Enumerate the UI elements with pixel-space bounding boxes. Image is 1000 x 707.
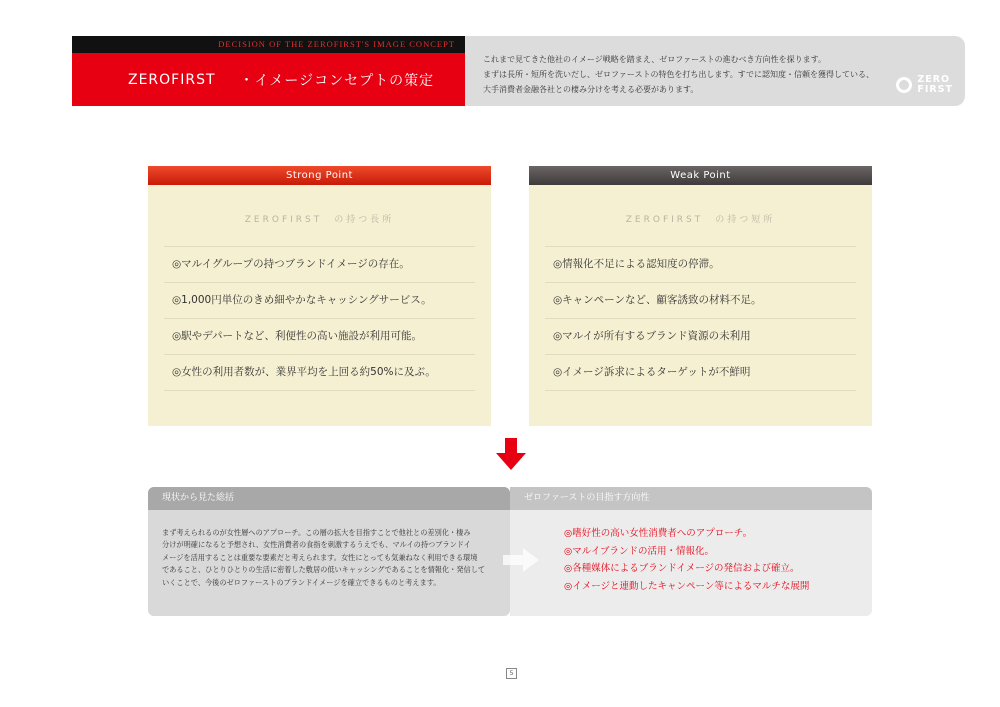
list-item: ◎1,000円単位のきめ細やかなキャッシングサービス。 bbox=[164, 283, 475, 319]
header-subtitle: DECISION OF THE ZEROFIRST'S IMAGE CONCEPT bbox=[72, 36, 465, 53]
weak-point-subtitle: ZEROFIRST の持つ短所 bbox=[625, 215, 776, 225]
header-title: ・イメージコンセプトの策定 bbox=[239, 72, 435, 89]
logo-text bbox=[917, 75, 953, 95]
header-title-block bbox=[72, 36, 465, 106]
header-title-bar bbox=[72, 53, 465, 106]
intro-line: まずは長所・短所を洗いだし、ゼロファーストの特色を打ち出します。すでに認知度・信頼を獲得している、 bbox=[483, 70, 875, 79]
direction-title: ゼロファーストの目指す方向性 bbox=[510, 487, 872, 510]
zerofirst-logo bbox=[896, 75, 953, 95]
list-item: ◎女性の利用者数が、業界平均を上回る約50%に及ぶ。 bbox=[164, 355, 475, 391]
weak-point-list bbox=[545, 246, 856, 391]
summary-line: いくことで、今後のゼロファーストのブランドイメージを確立できるものと考えます。 bbox=[162, 577, 441, 587]
list-item: ◎マルイが所有するブランド資源の未利用 bbox=[545, 319, 856, 355]
logo-ring-icon bbox=[896, 77, 912, 93]
strong-point-title: Strong Point bbox=[148, 166, 491, 185]
direction-list bbox=[564, 525, 872, 595]
list-item: ◎各種媒体によるブランドイメージの発信および確立。 bbox=[564, 563, 800, 574]
logo-line-2: FIRST bbox=[917, 84, 953, 95]
summary-box bbox=[148, 487, 510, 616]
strong-point-subtitle: ZEROFIRST の持つ長所 bbox=[244, 215, 395, 225]
intro-line: 大手消費者金融各社との棲み分けを考える必要があります。 bbox=[483, 85, 699, 94]
list-item: ◎情報化不足による認知度の停滞。 bbox=[545, 247, 856, 283]
page-number: 5 bbox=[506, 668, 517, 679]
list-item: ◎キャンペーンなど、顧客誘致の材料不足。 bbox=[545, 283, 856, 319]
intro-line: これまで見てきた他社のイメージ戦略を踏まえ、ゼロファーストの進むべき方向性を探ります。 bbox=[483, 55, 827, 64]
header-intro bbox=[465, 36, 965, 106]
summary-line: まず考えられるのが女性層へのアプローチ。この層の拡大を目指すことで他社との差別化・棲み bbox=[162, 528, 471, 537]
summary-line: メージを活用することは重要な要素だと考えられます。女性にとっても気兼ねなく利用できる環境 bbox=[162, 552, 478, 562]
list-item: ◎嗜好性の高い女性消費者へのアプローチ。 bbox=[564, 528, 753, 539]
list-item: ◎イメージ訴求によるターゲットが不鮮明 bbox=[545, 355, 856, 391]
strong-point-list bbox=[164, 246, 475, 391]
weak-point-panel bbox=[529, 166, 872, 426]
strong-point-panel bbox=[148, 166, 491, 426]
logo-line-1: ZERO bbox=[917, 74, 951, 85]
list-item: ◎マルイグループの持つブランドイメージの存在。 bbox=[164, 247, 475, 283]
summary-title: 現状から見た総括 bbox=[148, 487, 510, 510]
down-arrow-icon bbox=[496, 438, 526, 470]
list-item: ◎マルイブランドの活用・情報化。 bbox=[564, 545, 715, 557]
right-arrow-icon bbox=[503, 548, 539, 572]
weak-point-title: Weak Point bbox=[529, 166, 872, 185]
header-brand: ZEROFIRST bbox=[128, 71, 216, 88]
list-item: ◎駅やデパートなど、利便性の高い施設が利用可能。 bbox=[164, 319, 475, 355]
summary-line: 分けが明確になると予想され、女性消費者の食指を刺激するうえでも、マルイの持つブランドイ bbox=[162, 540, 471, 550]
list-item: ◎イメージと連動したキャンペーン等によるマルチな展開 bbox=[564, 580, 810, 592]
summary-line: であること、ひとりひとりの生活に密着した敷居の低いキャッシングであることを情報化・発信して bbox=[162, 565, 486, 575]
direction-box bbox=[510, 487, 872, 616]
summary-text bbox=[162, 527, 496, 589]
